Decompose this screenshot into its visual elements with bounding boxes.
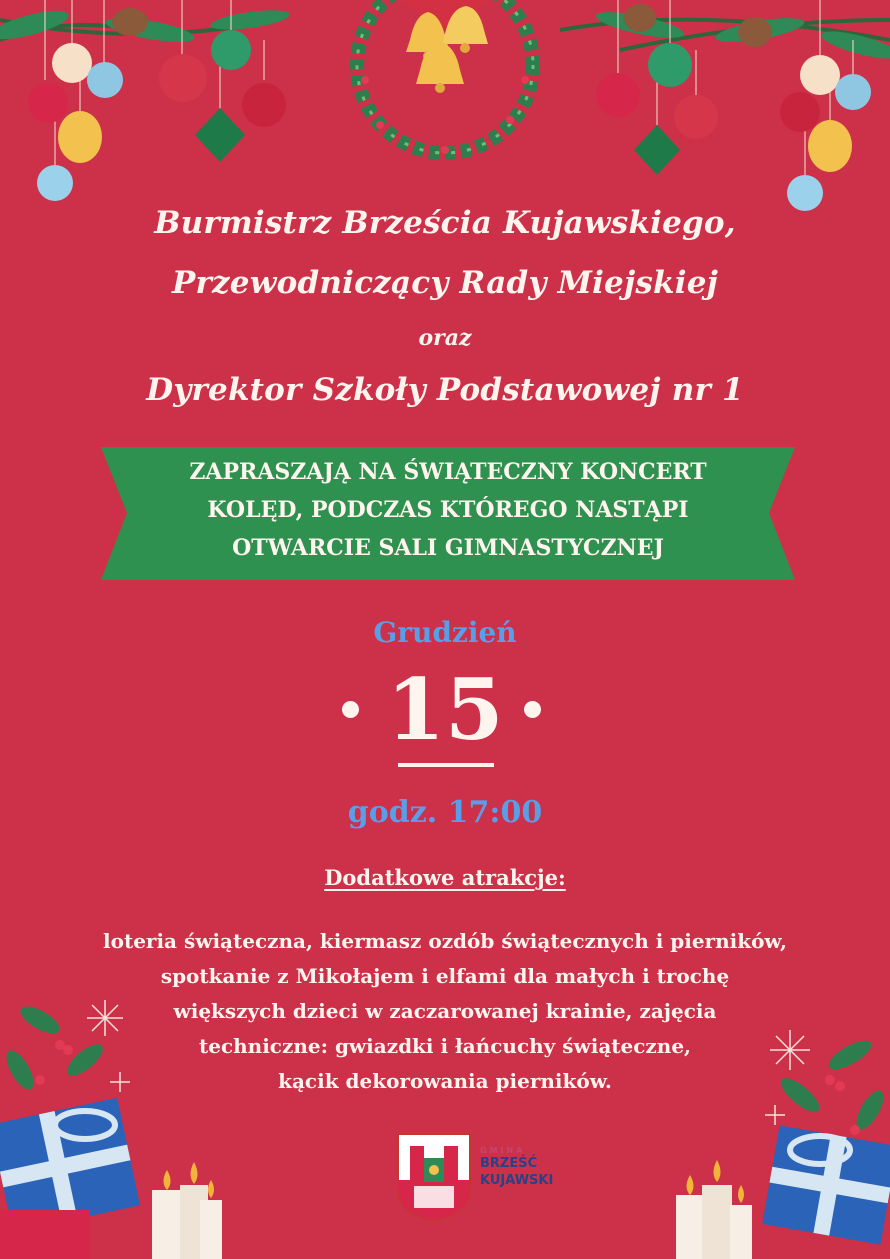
bottom-right-gifts-decoration	[630, 1000, 890, 1259]
organizer-line-1: Burmistrz Brześcia Kujawskiego,	[154, 205, 736, 241]
extras-line: kącik dekorowania pierników.	[278, 1069, 612, 1093]
invitation-banner-text	[101, 453, 795, 567]
municipality-label-small: GMINA	[480, 1146, 526, 1155]
connector-word: oraz	[418, 325, 472, 351]
organizer-line-3: Dyrektor Szkoły Podstawowej nr 1	[146, 372, 744, 408]
municipality-name-line-2: KUJAWSKI	[480, 1173, 554, 1188]
day-underline	[398, 763, 494, 767]
extras-title: Dodatkowe atrakcje:	[324, 865, 566, 890]
extras-line: spotkanie z Mikołajem i elfami dla małych i trochę	[160, 964, 730, 988]
bullet-dot-right	[524, 701, 541, 718]
bottom-left-gifts-decoration	[0, 1000, 260, 1259]
municipality-name-line-1: BRZEŚĆ	[480, 1156, 538, 1171]
extras-line: techniczne: gwiazdki i łańcuchy świąteczne,	[198, 1034, 692, 1058]
extras-line: większych dzieci w zaczarowanej krainie, zajęcia	[173, 999, 717, 1023]
banner-line: KOLĘD, PODCZAS KTÓREGO NASTĄPI	[207, 497, 689, 523]
event-day: 15	[386, 660, 504, 759]
extras-line: loteria świąteczna, kiermasz ozdób świątecznych i pierników,	[103, 929, 787, 953]
banner-line: ZAPRASZAJĄ NA ŚWIĄTECZNY KONCERT	[189, 459, 707, 485]
municipality-name	[480, 1146, 553, 1189]
banner-line: OTWARCIE SALI GIMNASTYCZNEJ	[232, 535, 664, 561]
organizer-line-2: Przewodniczący Rady Miejskiej	[171, 265, 719, 301]
municipality-crest-icon	[396, 1132, 472, 1222]
top-garland-decoration	[0, 0, 890, 230]
event-month: Grudzień	[373, 616, 517, 649]
event-time: godz. 17:00	[347, 795, 543, 830]
